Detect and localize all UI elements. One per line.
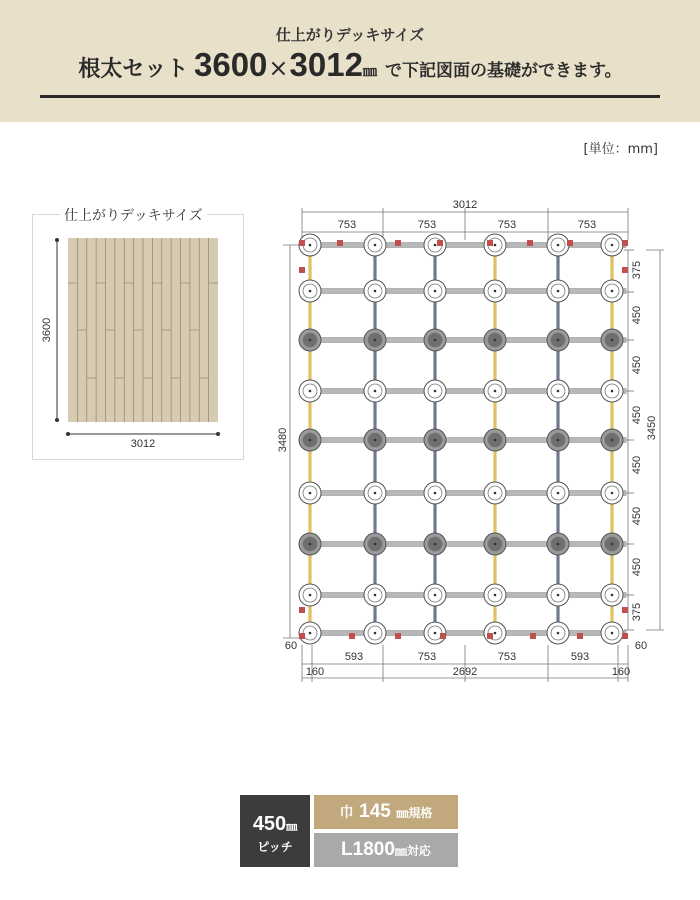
footing-center-post — [374, 492, 377, 495]
footing-center-post — [557, 244, 560, 247]
side-block — [622, 267, 628, 273]
length-value: L1800 — [341, 839, 395, 860]
bottom-edge-left-label: 60 — [284, 640, 298, 652]
footing-center-post — [611, 543, 614, 546]
end-block — [299, 633, 305, 639]
bottom-span-2: 753 — [417, 651, 437, 663]
end-block — [487, 240, 493, 246]
cross-bar — [304, 593, 626, 598]
width-suffix: ㎜規格 — [396, 806, 433, 820]
footing-center-post — [611, 290, 614, 293]
end-block — [622, 633, 628, 639]
overall-mid-label: 2692 — [452, 666, 478, 678]
plan-crossbars — [304, 243, 626, 636]
footing-center-post — [309, 244, 312, 247]
bottom-edge-right-label: 60 — [634, 640, 648, 652]
overall-left-label: 160 — [305, 666, 325, 678]
end-block — [299, 240, 305, 246]
footing-center-post — [374, 632, 377, 635]
footing-center-post — [374, 543, 377, 546]
footing-center-post — [309, 632, 312, 635]
footing-center-post — [557, 390, 560, 393]
end-block — [527, 240, 533, 246]
footing-center-post — [434, 594, 437, 597]
cross-bar — [304, 338, 626, 343]
footing-center-post — [374, 244, 377, 247]
footing-center-post — [557, 492, 560, 495]
right-span-4: 450 — [630, 405, 643, 425]
footing-center-post — [557, 339, 560, 342]
footing-center-post — [494, 439, 497, 442]
bottom-span-3: 753 — [497, 651, 517, 663]
mini-height-dot-top — [55, 238, 59, 242]
footing-center-post — [611, 244, 614, 247]
footing-center-post — [557, 543, 560, 546]
footing-center-post — [309, 492, 312, 495]
width-badge — [314, 795, 458, 829]
footing-center-post — [494, 390, 497, 393]
footing-center-post — [309, 290, 312, 293]
footing-center-post — [309, 439, 312, 442]
side-block — [622, 607, 628, 613]
footing-center-post — [611, 594, 614, 597]
left-total-label: 3480 — [276, 427, 289, 453]
footing-center-post — [309, 339, 312, 342]
mini-deck-drawing — [41, 238, 220, 450]
footing-center-post — [309, 594, 312, 597]
cross-bar — [304, 438, 626, 443]
right-span-6: 450 — [630, 506, 643, 526]
footing-center-post — [434, 390, 437, 393]
header-width-value: 3600 — [194, 46, 268, 83]
end-block — [395, 633, 401, 639]
side-block — [299, 267, 305, 273]
footing-center-post — [374, 390, 377, 393]
footing-center-post — [611, 390, 614, 393]
pitch-unit: ㎜ — [286, 821, 298, 833]
mini-width-dot-left — [66, 432, 70, 436]
footing-center-post — [611, 339, 614, 342]
footing-center-post — [374, 594, 377, 597]
header-prefix: 根太セット — [78, 57, 189, 82]
mini-height-dot-bottom — [55, 418, 59, 422]
footing-center-post — [309, 543, 312, 546]
right-span-1: 375 — [630, 260, 643, 280]
footing-center-post — [434, 244, 437, 247]
bottom-span-4: 593 — [570, 651, 590, 663]
cross-bar — [304, 289, 626, 294]
header-times: × — [268, 54, 289, 82]
pitch-label: ピッチ — [257, 840, 293, 854]
end-block — [440, 633, 446, 639]
footing-center-post — [557, 439, 560, 442]
top-span-2: 753 — [417, 219, 437, 231]
joist-plan — [277, 199, 664, 682]
footing-center-post — [434, 543, 437, 546]
side-block — [299, 607, 305, 613]
footing-center-post — [611, 492, 614, 495]
footing-center-post — [494, 339, 497, 342]
footing-center-post — [374, 439, 377, 442]
width-value: 145 — [359, 801, 391, 822]
cross-bar — [304, 491, 626, 496]
footing-center-post — [434, 290, 437, 293]
header-length-value: 3012 — [289, 46, 363, 83]
header-unit: ㎜ — [362, 64, 377, 80]
footing-center-post — [434, 632, 437, 635]
header-suffix: で下記図面の基礎ができます。 — [384, 61, 622, 81]
footing-center-post — [434, 492, 437, 495]
header-subtitle: 仕上がりデッキサイズ — [275, 26, 425, 44]
cross-bar — [304, 542, 626, 547]
mini-width-label: 3012 — [130, 438, 156, 450]
right-span-7: 450 — [630, 557, 643, 577]
mini-height-label: 3600 — [40, 317, 53, 343]
footing-center-post — [494, 632, 497, 635]
end-block — [530, 633, 536, 639]
footing-center-post — [374, 339, 377, 342]
bottom-span-1: 593 — [344, 651, 364, 663]
unit-label: [単位：mm] — [583, 142, 658, 157]
footing-center-post — [557, 594, 560, 597]
footing-center-post — [309, 390, 312, 393]
top-span-4: 753 — [577, 219, 597, 231]
right-span-3: 450 — [630, 355, 643, 375]
top-span-1: 753 — [337, 219, 357, 231]
footing-center-post — [557, 632, 560, 635]
footing-center-post — [494, 543, 497, 546]
right-span-2: 450 — [630, 305, 643, 325]
mini-deck-title: 仕上がりデッキサイズ — [60, 205, 207, 225]
footing-center-post — [434, 339, 437, 342]
footing-center-post — [494, 594, 497, 597]
footing-center-post — [434, 439, 437, 442]
footing-center-post — [494, 492, 497, 495]
top-total-label: 3012 — [452, 199, 478, 211]
footing-center-post — [494, 290, 497, 293]
pitch-value-wrap — [240, 813, 310, 836]
right-total-label: 3450 — [645, 415, 658, 441]
right-span-8: 375 — [630, 602, 643, 622]
cross-bar — [304, 243, 626, 248]
end-block — [337, 240, 343, 246]
end-block — [622, 240, 628, 246]
footing-center-post — [494, 244, 497, 247]
length-suffix: ㎜対応 — [394, 844, 431, 858]
pitch-value: 450 — [252, 813, 287, 835]
footing-center-post — [374, 290, 377, 293]
end-block — [349, 633, 355, 639]
spec-badges — [240, 795, 460, 867]
footing-center-post — [557, 290, 560, 293]
overall-right-label: 160 — [611, 666, 631, 678]
end-block — [577, 633, 583, 639]
right-span-5: 450 — [630, 455, 643, 475]
end-block — [567, 240, 573, 246]
cross-bar — [304, 389, 626, 394]
top-span-3: 753 — [497, 219, 517, 231]
mini-width-dot-right — [216, 432, 220, 436]
end-block — [395, 240, 401, 246]
end-block — [487, 633, 493, 639]
end-block — [437, 240, 443, 246]
footing-center-post — [611, 632, 614, 635]
pitch-badge — [240, 795, 310, 867]
length-badge — [314, 833, 458, 867]
footing-center-post — [611, 439, 614, 442]
width-prefix: 巾 — [339, 805, 354, 821]
